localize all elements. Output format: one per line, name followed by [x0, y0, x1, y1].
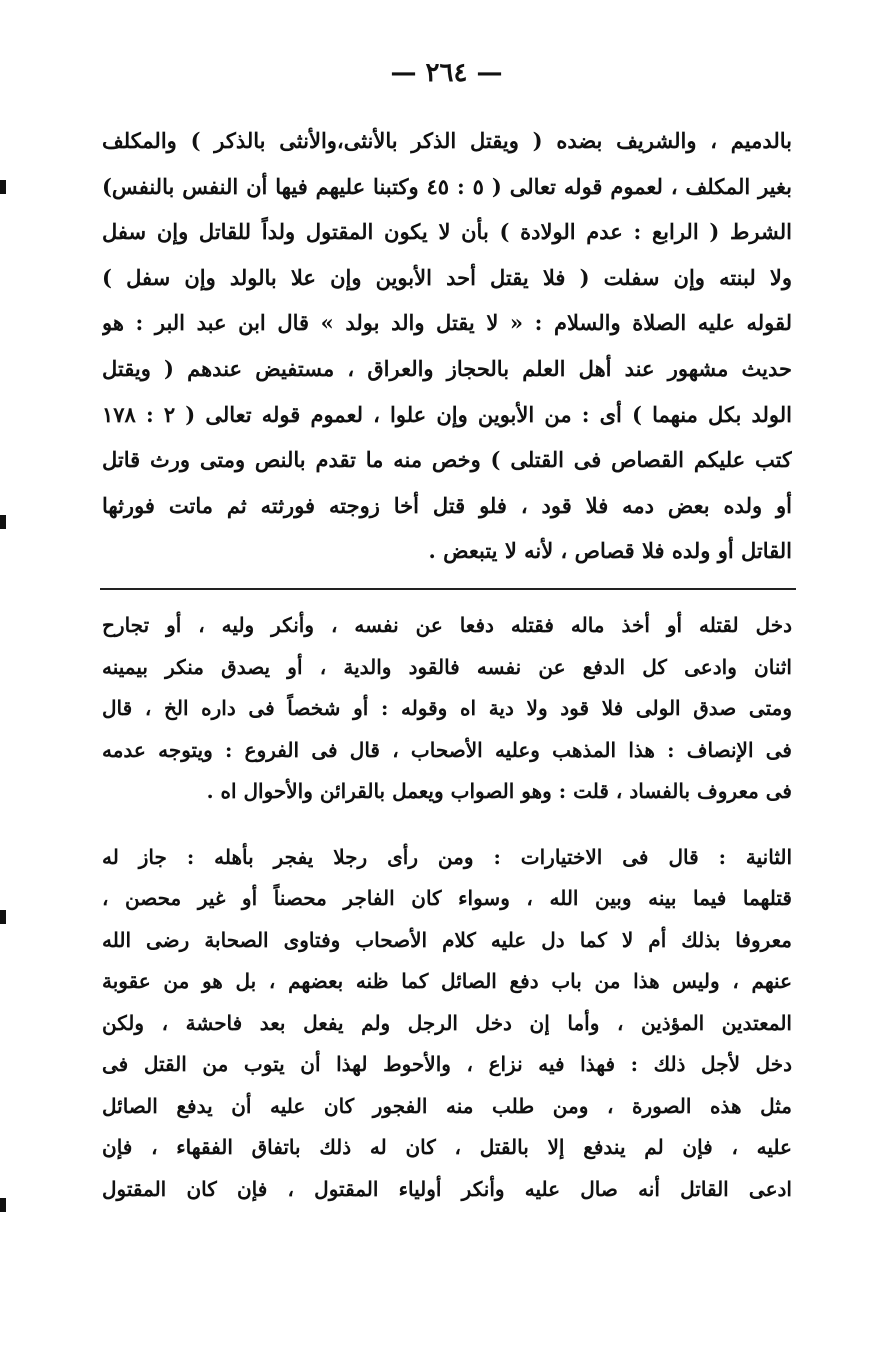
scan-edge-mark: [0, 1198, 6, 1212]
main-text-line: الولد بكل منهما ) أى : من الأبوين وإن علوا ، لعموم قوله تعالى ( ٢ : ١٧٨: [102, 401, 792, 427]
footnote-line: اثنان وادعى كل الدفع عن نفسه فالقود والدية ، أو يصدق منكر بيمينه: [102, 654, 792, 679]
footnote-line: دخل لقتله أو أخذ ماله فقتله دفعا عن نفسه ، وأنكر وليه ، أو تجارح: [102, 613, 792, 637]
main-text-line: حديث مشهور عند أهل العلم بالحجاز والعراق ، مستفيض عندهم ( ويقتل: [102, 355, 792, 381]
page-number: — ٢٦٤ —: [390, 58, 503, 88]
footnote-line: فى الإنصاف : هذا المذهب وعليه الأصحاب ، قال فى الفروع : ويتوجه عدمه: [102, 737, 792, 762]
main-text-line: ولا لبنته وإن سفلت ( فلا يقتل أحد الأبوين وإن علا بالولد وإن سفل ): [102, 264, 792, 290]
main-text-line: كتب عليكم القصاص فى القتلى ) وخص منه ما تقدم بالنص ومتى ورث قاتل: [102, 447, 792, 473]
main-text-line: القاتل أو ولده فلا قصاص ، لأنه لا يتبعض .: [428, 538, 792, 564]
main-text-line: لقوله عليه الصلاة والسلام : « لا يقتل والد بولد » قال ابن عبد البر : هو: [102, 310, 792, 336]
paragraph-gap: [102, 813, 792, 837]
footnote-line: الثانية : قال فى الاختيارات : ومن رأى رجلا يفجر بأهله : جاز له: [102, 844, 792, 869]
main-text-line: بالدميم ، والشريف بضده ( ويقتل الذكر بالأنثى،والأنثى بالذكر ) والمكلف: [102, 128, 792, 153]
footnote-line: عنهم ، وليس هذا من باب دفع الصائل كما ظنه بعضهم ، بل هو من عقوبة: [102, 969, 792, 993]
footnotes: [102, 605, 792, 1210]
footnote-line: فى معروف بالفساد ، قلت : وهو الصواب ويعمل بالقرائن والأحوال اه .: [206, 779, 792, 803]
footnote-paragraph-2: [102, 837, 792, 1211]
footnote-line: دخل لأجل ذلك : فهذا فيه نزاع ، والأحوط لهذا أن يتوب من القتل فى: [102, 1052, 792, 1076]
footnote-line: المعتدين المؤذين ، وأما إن دخل الرجل ولم يفعل بعد فاحشة ، ولكن: [102, 1010, 792, 1035]
footnote-line: ومتى صدق الولى فلا قود ولا دية اه وقوله : أو شخصاً فى داره الخ ، قال: [102, 696, 792, 720]
footnote-line: مثل هذه الصورة ، ومن طلب منه الفجور كان عليه أن يدفع الصائل: [102, 1093, 792, 1118]
footnote-paragraph-1: [102, 605, 792, 813]
main-text-line: أو ولده بعض دمه فلا قود ، فلو قتل أخا زوجته فورثته ثم ماتت فورثها: [102, 492, 792, 518]
footnote-line: ادعى القاتل أنه صال عليه وأنكر أولياء المقتول ، فإن كان المقتول: [102, 1176, 792, 1201]
main-text: [102, 118, 792, 574]
footnote-separator: [100, 588, 796, 590]
scan-edge-mark: [0, 515, 6, 529]
footnote-line: عليه ، فإن لم يندفع إلا بالقتل ، كان له ذلك باتفاق الفقهاء ، فإن: [102, 1135, 792, 1159]
scan-edge-mark: [0, 180, 6, 194]
main-text-line: بغير المكلف ، لعموم قوله تعالى ( ٥ : ٤٥ وكتبنا عليهم فيها أن النفس بالنفس): [102, 173, 792, 199]
scan-edge-mark: [0, 910, 6, 924]
footnote-line: معروفا بذلك أم لا كما دل عليه كلام الأصحاب وفتاوى الصحابة رضى الله: [102, 927, 792, 952]
main-text-line: الشرط ( الرابع : عدم الولادة ) بأن لا يكون المقتول ولداً للقاتل وإن سفل: [102, 219, 792, 245]
footnote-line: قتلهما فيما بينه وبين الله ، وسواء كان الفاجر محصناً أو غير محصن ،: [102, 886, 792, 910]
